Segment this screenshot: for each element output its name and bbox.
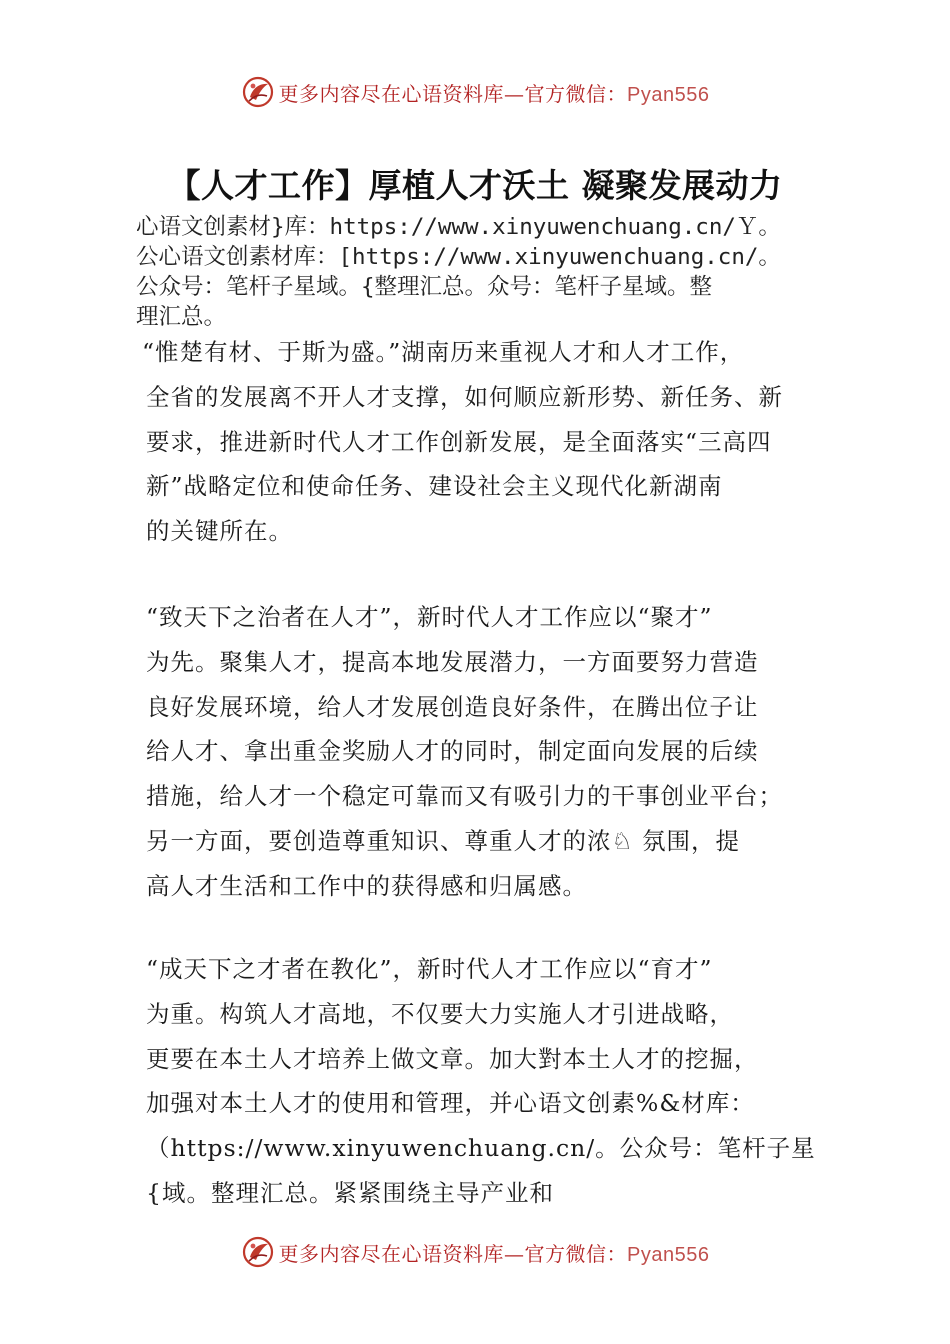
document-title: 【人才工作】厚植人才沃土 凝聚发展动力 — [167, 166, 783, 205]
paragraph-line: 要求，推进新时代人才工作创新发展，是全面落实“三高四 — [146, 427, 772, 456]
paragraph-line: 更要在本土人才培养上做文章。加大對本土人才的挖掘， — [146, 1044, 759, 1073]
paragraph-line: 另一方面，要创造尊重知识、尊重人才的浓♘ 氛围，提 — [146, 826, 741, 855]
paragraph-line: “成天下之才者在教化”，新时代人才工作应以“育才” — [146, 955, 713, 983]
paragraph-line: “惟楚有材、于斯为盛。”湖南历来重视人才和人才工作， — [142, 338, 745, 366]
watermark-line: 心语文创素材}库：https://www.xinyuwenchuang.cn/Ｙ。 — [136, 214, 781, 240]
paragraph-line: 全省的发展离不开人才支撑，如何顺应新形势、新任务、新 — [146, 382, 783, 411]
paragraph-line: 良好发展环境，给人才发展创造良好条件，在腾出位子让 — [146, 692, 759, 721]
red-flower-logo-icon — [241, 75, 275, 109]
paragraph-line: 为先。聚集人才，提高本地发展潜力，一方面要努力营造 — [146, 647, 759, 676]
paragraph-line: （https://www.xinyuwenchuang.cn/。公众号：笔杆子星 — [146, 1134, 816, 1163]
watermark-block — [136, 212, 836, 332]
header-banner-text — [279, 78, 710, 107]
footer-banner — [0, 1232, 950, 1272]
header-banner — [0, 72, 950, 112]
header-banner-wechat-id: Pyan556 — [627, 83, 710, 106]
red-flower-logo-icon — [241, 1235, 275, 1269]
footer-banner-wechat-id: Pyan556 — [627, 1243, 710, 1266]
paragraph-line: 的关键所在。 — [146, 517, 293, 546]
paragraph-line: 措施，给人才一个稳定可靠而又有吸引力的干事创业平台； — [146, 782, 783, 811]
watermark-line: 理汇总。 — [136, 304, 227, 330]
paragraph-1 — [142, 330, 836, 554]
paragraph-line: 新”战略定位和使命任务、建设社会主义现代化新湖南 — [146, 472, 723, 501]
watermark-line: 公心语文创素材库：[https://www.xinyuwenchuang.cn/。 — [136, 244, 781, 270]
paragraph-line: 给人才、拿出重金奖励人才的同时，制定面向发展的后续 — [146, 737, 759, 766]
footer-banner-main: 更多内容尽在心语资料库—官方微信： — [278, 1241, 628, 1266]
paragraph-line: 加强对本土人才的使用和管理，并心语文创素%&材库： — [146, 1089, 755, 1118]
header-banner-main: 更多内容尽在心语资料库—官方微信： — [278, 81, 628, 106]
paragraph-2 — [146, 595, 836, 909]
paragraph-line: “致天下之治者在人才”，新时代人才工作应以“聚才” — [146, 603, 713, 631]
paragraph-line: 高人才生活和工作中的获得感和归属感。 — [146, 871, 587, 900]
footer-banner-text — [279, 1238, 710, 1267]
paragraph-line: {域。整理汇总。紧紧围绕主导产业和 — [146, 1178, 554, 1207]
paragraph-line: 为重。构筑人才高地，不仅要大力实施人才引进战略， — [146, 999, 734, 1028]
paragraph-3 — [146, 947, 836, 1216]
watermark-line: 公众号：笔杆子星域。{整理汇总。众号：笔杆子星域。整 — [136, 274, 713, 300]
